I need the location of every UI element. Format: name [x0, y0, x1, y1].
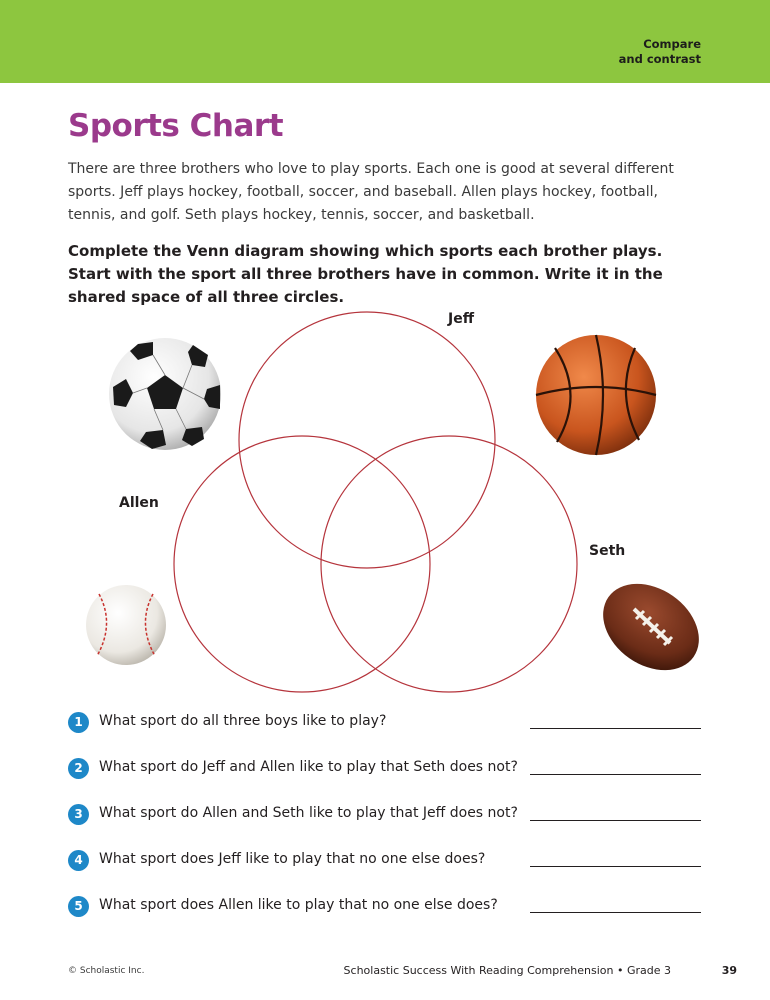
- answer-line[interactable]: [530, 774, 701, 775]
- question-text: What sport do all three boys like to play?: [99, 713, 387, 729]
- question-number-badge: 4: [68, 850, 89, 871]
- skill-label-line2: and contrast: [618, 52, 701, 66]
- answer-line[interactable]: [530, 820, 701, 821]
- soccer-ball-image: [108, 337, 222, 451]
- question-row: [68, 894, 708, 920]
- venn-circle-jeff[interactable]: [239, 312, 495, 568]
- question-number-badge: 3: [68, 804, 89, 825]
- copyright-notice: © Scholastic Inc.: [68, 966, 145, 976]
- question-row: [68, 756, 708, 782]
- question-row: [68, 802, 708, 828]
- question-number-badge: 2: [68, 758, 89, 779]
- venn-label-allen: Allen: [119, 495, 159, 511]
- venn-circle-seth[interactable]: [321, 436, 577, 692]
- answer-line[interactable]: [530, 728, 701, 729]
- question-number-badge: 5: [68, 896, 89, 917]
- answer-line[interactable]: [530, 912, 701, 913]
- basketball-image: [535, 334, 657, 456]
- intro-paragraph: There are three brothers who love to play sports. Each one is good at several different sports. Jeff plays hockey, football, soccer, and baseball. Allen plays hockey, football, tennis, and golf. Seth plays hockey, tennis, soccer, and basketball.: [68, 161, 674, 223]
- question-text: What sport do Allen and Seth like to play that Jeff does not?: [99, 805, 518, 821]
- venn-label-seth: Seth: [589, 543, 626, 559]
- skill-label-line1: Compare: [643, 37, 701, 51]
- venn-circle-allen[interactable]: [174, 436, 430, 692]
- instructions-paragraph: Complete the Venn diagram showing which sports each brother plays. Start with the sport all three brothers have in common. Write it in the shared space of all three circles.: [68, 242, 663, 306]
- question-number-badge: 1: [68, 712, 89, 733]
- page-number: 39: [721, 964, 737, 977]
- question-row: [68, 710, 708, 736]
- question-text: What sport do Jeff and Allen like to play that Seth does not?: [99, 759, 518, 775]
- venn-label-jeff: Jeff: [448, 311, 475, 327]
- question-row: [68, 848, 708, 874]
- baseball-image: [85, 584, 167, 666]
- page-title: Sports Chart: [68, 108, 284, 144]
- series-title: Scholastic Success With Reading Comprehension • Grade 3: [343, 964, 671, 977]
- question-text: What sport does Allen like to play that no one else does?: [99, 897, 498, 913]
- question-text: What sport does Jeff like to play that no one else does?: [99, 851, 486, 867]
- skill-label: [619, 37, 701, 67]
- answer-line[interactable]: [530, 866, 701, 867]
- football-image: [596, 577, 706, 677]
